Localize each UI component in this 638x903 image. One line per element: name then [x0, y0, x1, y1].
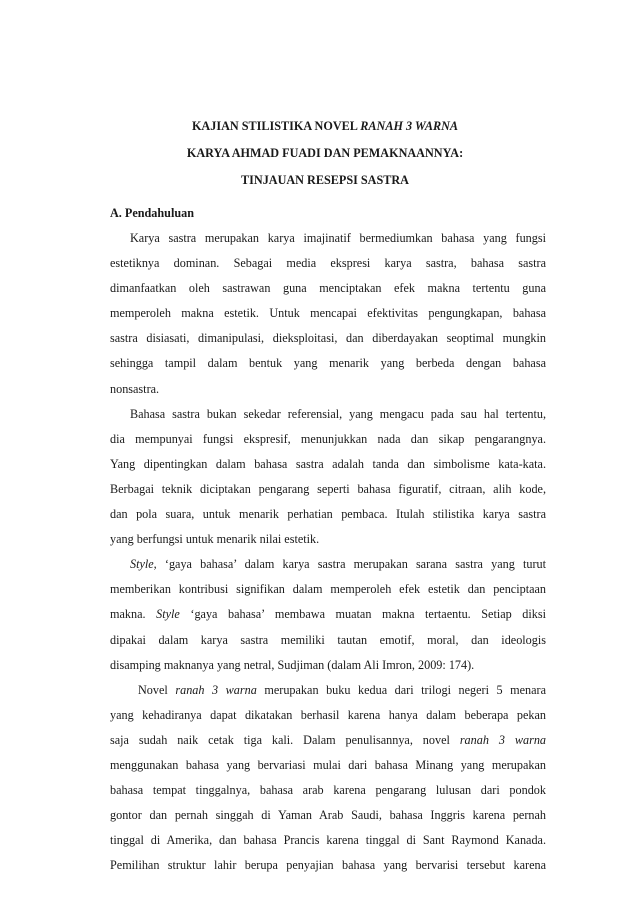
text-line: memperoleh makna estetik. Untuk mencapai efektivitas pengungkapan, bahasa [110, 306, 546, 321]
text-line: estetiknya dominan. Sebagai media ekspresi karya sastra, bahasa sastra [110, 256, 546, 271]
text-line: dimanfaatkan oleh sastrawan guna menciptakan efek makna tertentu guna [110, 281, 546, 296]
text-line: sastra disiasati, dimanipulasi, dieksploitasi, dan diberdayakan seoptimal mungkin [110, 331, 546, 346]
text-line [110, 552, 546, 577]
title-line-2: KARYA AHMAD FUADI DAN PEMAKNAANNYA: [186, 146, 464, 160]
text-line: bahasa tempat tinggalnya, bahasa arab karena pengarang lulusan dari pondok [110, 783, 546, 798]
novel-title-italic: ranah 3 warna [175, 682, 257, 697]
text-line: yang berfungsi untuk menarik nilai estetik. [110, 532, 320, 547]
body-text [110, 226, 546, 878]
text-line: nonsastra. [110, 381, 160, 396]
text-line: Karya sastra merupakan karya imajinatif bermediumkan bahasa yang fungsi [130, 231, 546, 245]
text-line-start: saja sudah naik cetak tiga kali. Dalam penulisannya, novel [110, 732, 450, 747]
text-line: sehingga tampil dalam bentuk yang menarik yang berbeda dengan bahasa [110, 356, 546, 371]
novel-word: Novel [138, 682, 168, 697]
text-line: gontor dan pernah singgah di Yaman Arab Saudi, bahasa Inggris karena pernah [110, 808, 546, 823]
text-line: dan pola suara, untuk menarik perhatian pembaca. Itulah stilistika karya sastra [110, 507, 546, 522]
text-line: tinggal di Amerika, dan bahasa Prancis karena tinggal di Sant Raymond Kanada. [110, 833, 546, 848]
section-heading: A. Pendahuluan [110, 206, 194, 220]
style-italic-word: Style, [130, 557, 157, 572]
text-line [110, 602, 546, 627]
text-line [110, 728, 546, 753]
text-line: memberikan kontribusi signifikan dalam memperoleh efek estetik dan penciptaan [110, 582, 546, 597]
style-italic-word-2: Style [156, 607, 180, 622]
title-line-1-text: KAJIAN STILISTIKA NOVEL [191, 119, 361, 133]
text-line: menggunakan bahasa yang bervariasi mulai dari bahasa Minang yang merupakan [110, 757, 546, 772]
title-line-3: TINJAUAN RESEPSI SASTRA [241, 173, 409, 187]
text-line: dia mempunyai fungsi ekspresif, menunjukkan nada dan sikap pengarangnya. [110, 431, 546, 446]
document-title [110, 120, 540, 187]
novel-title-italic-2: ranah 3 warna [459, 732, 546, 747]
title-line-1 [110, 120, 540, 133]
text-line: disamping maknanya yang netral, Sudjiman (dalam Ali Imron, 2009: 174). [110, 657, 475, 672]
text-line [110, 678, 546, 703]
makna-word: makna. [110, 607, 146, 622]
text-line: dipakai dalam karya sastra memiliki tautan emotif, moral, dan ideologis [110, 632, 546, 647]
text-line: yang kehadiranya dapat dikatakan berhasil karena hanya dalam beberapa pekan [110, 707, 546, 722]
text-line: Yang dipentingkan dalam bahasa sastra adalah tanda dan simbolisme kata-kata. [110, 456, 546, 471]
text-line: Pemilihan struktur lahir berupa penyajian bahasa yang bervarisi tersebut karena [110, 858, 546, 873]
text-line-rest: ‘gaya bahasa’ dalam karya sastra merupakan sarana sastra yang turut [164, 557, 546, 572]
title-line-1-italic: RANAH 3 WARNA [360, 119, 459, 133]
text-line-rest: ‘gaya bahasa’ membawa muatan makna tertaentu. Setiap diksi [190, 607, 546, 622]
text-line: Bahasa sastra bukan sekedar referensial, yang mengacu pada sau hal tertentu, [130, 406, 546, 421]
text-line: Berbagai teknik diciptakan pengarang seperti bahasa figuratif, citraan, alih kode, [110, 481, 546, 496]
text-line-rest: merupakan buku kedua dari trilogi negeri 5 menara [264, 682, 546, 697]
